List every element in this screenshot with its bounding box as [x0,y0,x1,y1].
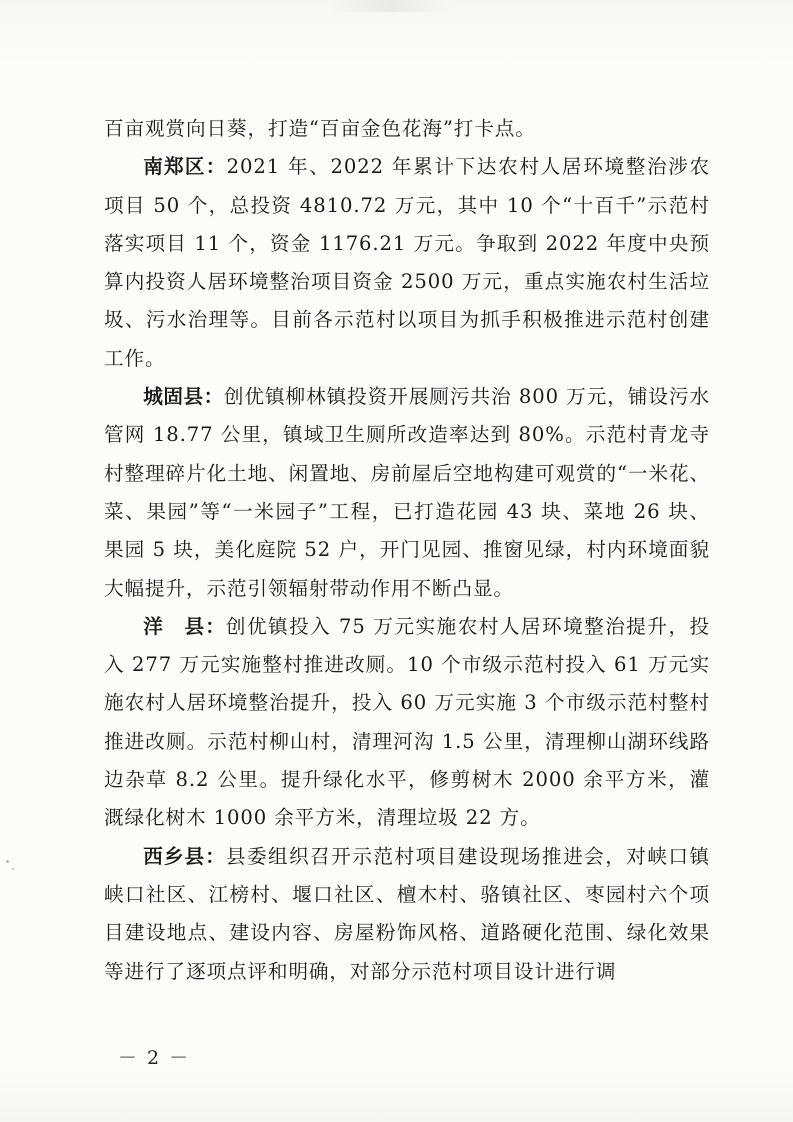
paragraph-xixiang [104,838,710,991]
paragraph-continuation [104,110,710,148]
body-text [104,110,710,991]
paragraph-text: 县委组织召开示范村项目建设现场推进会，对峡口镇峡口社区、江榜村、堰口社区、檀木村、骆镇社区、枣园村六个项目建设地点、建设内容、房屋粉饰风格、道路硬化范围、绿化效果等进行了逐项点评和明确，对部分示范村项目设计进行调 [104,844,711,983]
paragraph-lead: 洋 县： [143,614,226,638]
paragraph-text: 百亩观赏向日葵，打造“百亩金色花海”打卡点。 [104,117,536,140]
paragraph-text: 创优镇柳林镇投资开展厕污共治 800 万元，铺设污水管网 18.77 公里，镇域卫生厕所改造率达到 80%。示范村青龙寺村整理碎片化土地、闲置地、房前屋后空地构建可观赏的“一米花、菜、果园”等“一米园子”工程，已打造花园 43 块、菜地 26 块、果园 5 块，美化庭院 52 户，开门见园、推窗见绿，村内环境面貌大幅提升，示范引领辐射带动作用不断凸显。 [104,385,710,600]
scan-speck [6,860,9,863]
page-number: － 2 － [118,1047,191,1069]
paragraph-text: 创优镇投入 75 万元实施农村人居环境整治提升，投入 277 万元实施整村推进改厕。10 个市级示范村投入 61 万元实施农村人居环境整治提升，投入 60 万元实施 3 个市级示范村整村推进改厕。示范村柳山村，清理河沟 1.5 公里，清理柳山湖环线路边杂草 8.2 公里。提升绿化水平，修剪树木 2000 余平方米，灌溉绿化树木 1000 余平方米，清理垃圾 22 方。 [104,614,711,830]
paragraph-nanzheng [104,148,710,378]
paragraph-lead: 南郑区： [143,155,227,179]
scan-speck [12,868,14,870]
paragraph-yangxian [104,608,710,838]
paragraph-chenggu [104,378,710,608]
scan-artifact [330,0,450,12]
paragraph-text: 2021 年、2022 年累计下达农村人居环境整治涉农项目 50 个，总投资 4810.72 万元，其中 10 个“十百千”示范村落实项目 11 个，资金 1176.21 万元。争取到 2022 年度中央预算内投资人居环境整治项目资金 2500 万元，重点实施农村生活垃圾、污水治理等。目前各示范村以项目为抓手积极推进示范村创建工作。 [104,155,710,370]
paragraph-lead: 西乡县： [143,844,226,868]
paragraph-lead: 城固县： [143,385,224,409]
